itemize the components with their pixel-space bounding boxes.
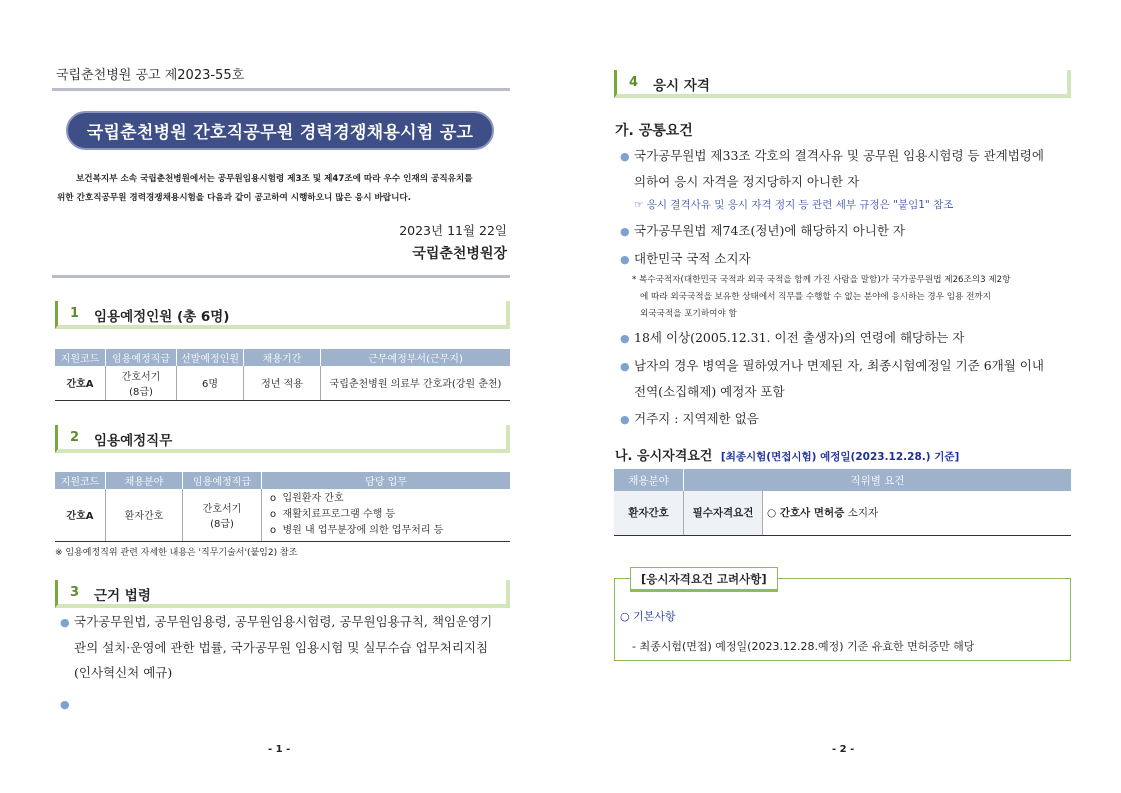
intro-text-2: 위한 간호직공무원 경력경쟁채용시험을 다음과 같이 공고하여 시행하오니 많은 응시 바랍니다. (57, 193, 411, 203)
list-item-cont: 전역(소집해제) 예정자 포함 (634, 384, 785, 399)
col-header: 근무예정부서(근무지) (321, 349, 511, 366)
law-list (60, 609, 512, 717)
col-header: 선발예정인원 (177, 349, 244, 366)
cell-grade (183, 489, 262, 541)
cell-req-type: 필수자격요건 (684, 491, 763, 535)
cell-grade (106, 366, 177, 400)
list-item-cont: 의하여 응시 자격을 정지당하지 아니한 자 (634, 174, 860, 189)
section-title: 응시 자격 (653, 78, 710, 94)
divider (52, 275, 510, 278)
consideration-title: [응시자격요건 고려사항] (630, 567, 778, 592)
cell-dept: 국립춘천병원 의료부 간호과(강원 춘천) (321, 366, 511, 400)
subheading-highlight: [최종시험(면접시험) 예정일(2023.12.28.) 기준] (720, 451, 960, 463)
cell-req-detail: ○ 간호사 면허증 소지자 (763, 491, 1072, 535)
bullet-icon: ● (620, 413, 630, 426)
table-row (614, 491, 1071, 535)
list-item: ● 국가공무원법, 공무원임용령, 공무원임용시험령, 공무원임용규칙, 책임운영기 (60, 609, 512, 635)
col-header: 채용분야 (614, 469, 684, 491)
note-line: 외국국적을 포기하여야 함 (640, 309, 737, 319)
section-heading-2 (55, 425, 510, 453)
requirements-table (614, 469, 1071, 536)
section-title: 임용예정인원 (총 6명) (94, 309, 230, 325)
table-header (55, 349, 510, 366)
grade-level: (8급) (129, 386, 153, 398)
consideration-line: - 최종시험(면접) 예정일(2023.12.28.예정) 기준 유효한 면허증만 해당 (632, 640, 975, 653)
list-item: ● 거주지 : 지역제한 없음 (620, 406, 1080, 432)
list-item-cont: (인사혁신처 예규) (74, 665, 173, 680)
cell-code: 간호A (55, 489, 106, 541)
basic-item: ○ 기본사항 (620, 610, 676, 623)
divider (52, 88, 510, 91)
recruit-count-table (55, 349, 510, 401)
cell-field: 환자간호 (614, 491, 684, 535)
duty-note: ※ 임용예정직위 관련 자세한 내용은 '직무기술서'(붙임2) 참조 (55, 548, 298, 558)
section-heading-3 (55, 580, 510, 608)
notice-date: 2023년 11월 22일 (399, 223, 507, 238)
grade-name: 간호서기 (121, 371, 161, 383)
cell-period: 정년 적용 (244, 366, 321, 400)
cell-count: 6명 (177, 366, 244, 400)
section-number: 2 (70, 430, 80, 445)
col-header: 채용분야 (106, 472, 183, 489)
bullet-icon: ● (620, 150, 630, 163)
col-header: 지원코드 (55, 349, 106, 366)
list-item: ● 대한민국 국적 소지자 (620, 246, 1080, 272)
nationality-note (620, 272, 1080, 323)
bullet-icon: ● (60, 698, 70, 711)
list-item-cont: 관의 설치·운영에 관한 법률, 국가공무원 임용시험 및 실무수습 업무처리지침 (74, 640, 489, 655)
common-requirements (620, 143, 1080, 432)
section-heading-1 (55, 301, 510, 329)
reference-note: ☞ 응시 결격사유 및 응시 자격 정지 등 관련 세부 규정은 "붙임1" 참조 (634, 199, 954, 211)
duty-item: o 병원 내 업무분장에 의한 업무처리 등 (270, 524, 444, 536)
note-line: 에 따라 외국국적을 보유한 상태에서 직무를 수행할 수 없는 분야에 응시하는 경우 임용 전까지 (640, 292, 991, 302)
section-title: 근거 법령 (94, 588, 151, 604)
intro-text-1: 보건복지부 소속 국립춘천병원에서는 공무원임용시험령 제3조 및 제47조에 따라 우수 인재의 공직유치를 (76, 174, 473, 184)
col-header: 임용예정직급 (106, 349, 177, 366)
table-row (55, 489, 510, 541)
cell-field: 환자간호 (106, 489, 183, 541)
issuer: 국립춘천병원장 (412, 246, 507, 262)
subheading-common: 가. 공통요건 (615, 123, 693, 139)
duty-item: o 입원환자 간호 (270, 492, 344, 504)
page-number: - 2 - (832, 744, 855, 755)
duty-item: o 재활치료프로그램 수행 등 (270, 508, 396, 520)
col-header: 지원코드 (55, 472, 106, 489)
bullet-icon: ● (60, 616, 70, 629)
cell-duties (262, 489, 511, 541)
duty-table (55, 472, 510, 542)
col-header: 직위별 요건 (684, 469, 1072, 491)
subheading-requirements (615, 445, 959, 464)
note-line: * 복수국적자(대한민국 국적과 외국 국적을 함께 가진 사람을 말함)가 국가공무원법 제26조의3 제2항 (632, 275, 1011, 285)
cell-code: 간호A (55, 366, 106, 400)
section-number: 3 (70, 585, 80, 600)
bullet-icon: ● (620, 332, 630, 345)
page-number: - 1 - (268, 744, 291, 755)
subheading-text: 나. 응시자격요건 (615, 449, 713, 464)
grade-name: 간호서기 (202, 503, 242, 515)
table-header (55, 472, 510, 489)
grade-level: (8급) (210, 518, 234, 530)
list-item: ● 18세 이상(2005.12.31. 이전 출생자)의 연령에 해당하는 자 (620, 325, 1080, 351)
col-header: 임용예정직급 (183, 472, 262, 489)
empty-bullet (60, 691, 512, 717)
section-title: 임용예정직무 (94, 433, 173, 449)
col-header: 채용기간 (244, 349, 321, 366)
bullet-icon: ● (620, 360, 630, 373)
bullet-icon: ● (620, 253, 630, 266)
list-item: ● 남자의 경우 병역을 필하였거나 면제된 자, 최종시험예정일 기준 6개월 이내 (620, 353, 1080, 379)
section-heading-4 (614, 70, 1071, 98)
notice-number: 국립춘천병원 공고 제2023-55호 (56, 68, 245, 83)
list-item: ● 국가공무원법 제74조(정년)에 해당하지 아니한 자 (620, 218, 1080, 244)
page-title: 국립춘천병원 간호직공무원 경력경쟁채용시험 공고 (66, 111, 494, 150)
table-row (55, 366, 510, 400)
section-number: 4 (629, 75, 639, 90)
section-number: 1 (70, 306, 80, 321)
bullet-icon: ● (620, 225, 630, 238)
col-header: 담당 업무 (262, 472, 511, 489)
table-header (614, 469, 1071, 491)
list-item: ● 국가공무원법 제33조 각호의 결격사유 및 공무원 임용시험령 등 관계법령에 (620, 143, 1080, 169)
